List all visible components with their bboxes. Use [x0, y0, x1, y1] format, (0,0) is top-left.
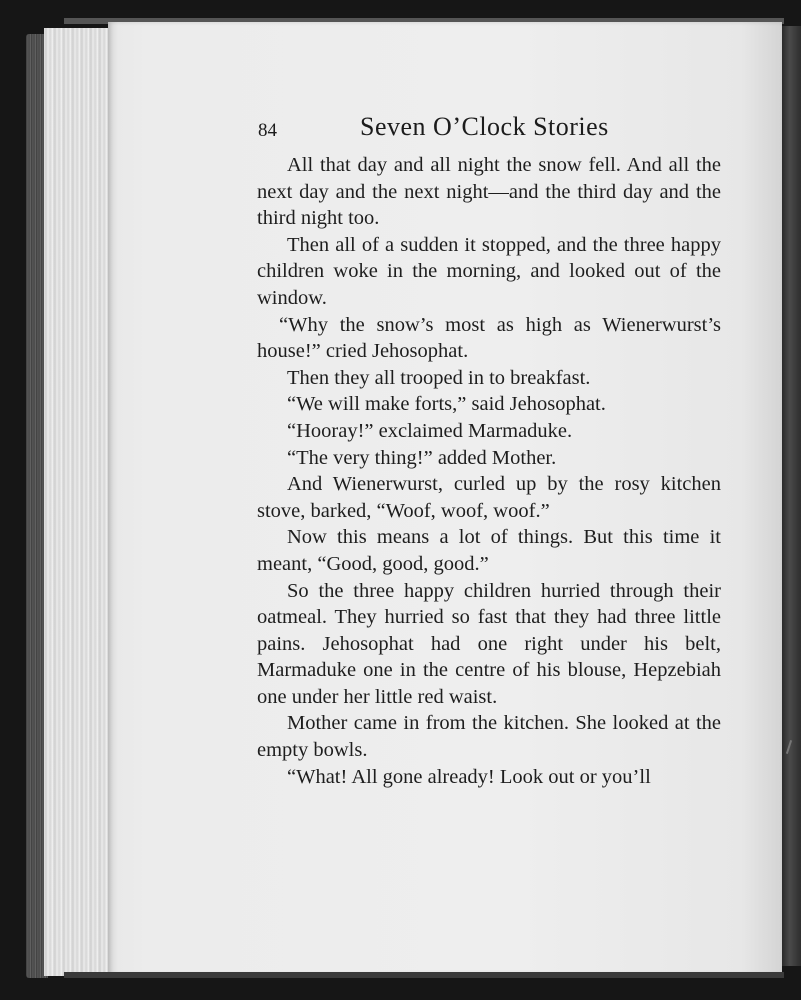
- book-bottom-edge: [64, 972, 784, 978]
- paragraph: Now this means a lot of things. But this time it meant, “Good, good, good.”: [257, 526, 721, 575]
- paragraph: So the three happy children hurried through their oatmeal. They hurried so fast that they had three little pains. Jehosophat had one right under his belt, Marmaduke one in the centre of his blouse, Hepzebiah one under her little red waist.: [257, 579, 721, 708]
- body-text: [257, 152, 721, 790]
- page-number: 84: [258, 120, 277, 141]
- paragraph: Then all of a sudden it stopped, and the three happy children woke in the morning, and looked out of the window.: [257, 233, 721, 309]
- page-stack-edge: [44, 28, 116, 976]
- paragraph: All that day and all night the snow fell. And all the next day and the next night—and the third day and the third night too.: [257, 154, 721, 230]
- paragraph: “What! All gone already! Look out or you’ll: [287, 765, 651, 788]
- book-cover-edge: [782, 26, 801, 966]
- paragraph: And Wienerwurst, curled up by the rosy kitchen stove, barked, “Woof, woof, woof.”: [257, 473, 721, 522]
- running-title: Seven O’Clock Stories: [360, 112, 609, 141]
- paragraph: “The very thing!” added Mother.: [287, 446, 557, 469]
- paragraph: “We will make forts,” said Jehosophat.: [287, 393, 606, 416]
- paragraph: Mother came in from the kitchen. She looked at the empty bowls.: [257, 712, 721, 762]
- page-header: [258, 112, 728, 148]
- paragraph: Then they all trooped in to breakfast.: [287, 366, 591, 389]
- paragraph: “Why the snow’s most as high as Wienerwurst’s house!” cried Jehosophat.: [257, 313, 721, 363]
- paragraph: “Hooray!” exclaimed Marmaduke.: [287, 419, 573, 442]
